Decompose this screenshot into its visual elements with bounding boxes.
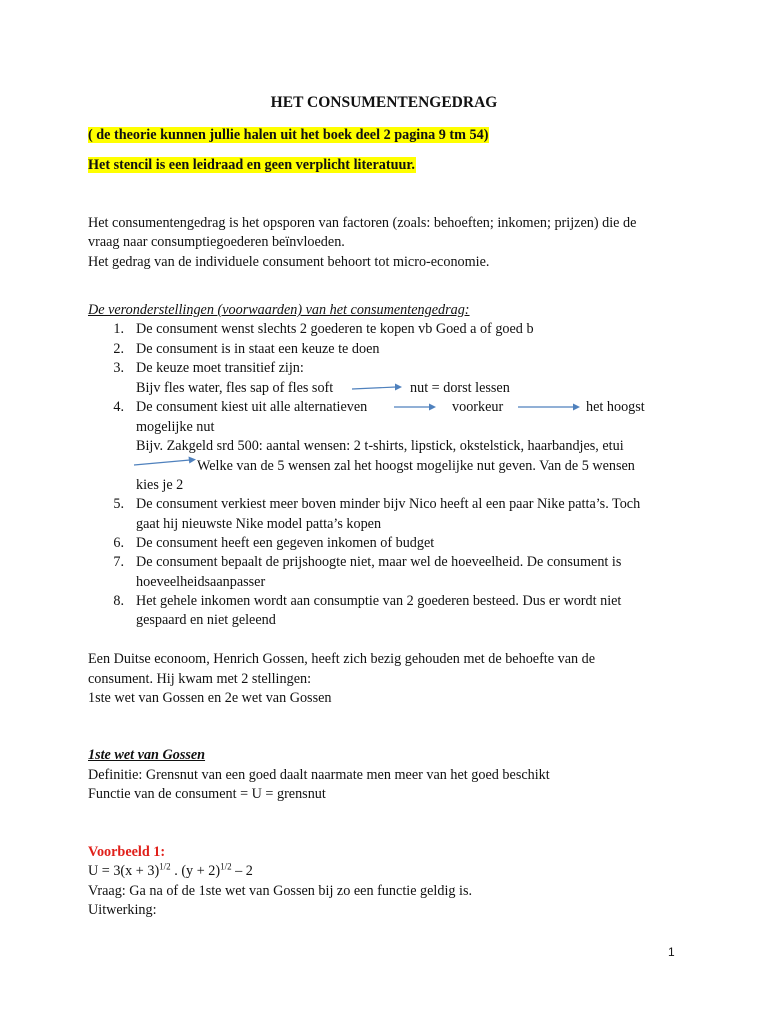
example1-question: Vraag: Ga na of de 1ste wet van Gossen bij zo een functie geldig is. <box>88 883 473 899</box>
list-number: 1. <box>113 321 124 337</box>
arrow-right-icon <box>516 400 582 414</box>
list-item-4-example-2: Welke van de 5 wensen zal het hoogst mogelijke nut geven. Van de 5 wensen <box>197 458 635 474</box>
disclaimer-note <box>88 156 416 176</box>
law1-definition: Definitie: Grensnut van een goed daalt naarmate men meer van het goed beschikt <box>88 767 550 783</box>
formula-part: – 2 <box>231 863 253 879</box>
formula-exponent: 1/2 <box>159 861 171 872</box>
arrow-right-icon <box>350 381 404 395</box>
list-item-4-example: Bijv. Zakgeld srd 500: aantal wensen: 2 t-shirts, lipstick, okstelstick, haarbandjes, etui <box>136 438 624 454</box>
list-item-7-cont: hoeveelheidsaanpasser <box>136 574 266 590</box>
gossen-line-1: Een Duitse econoom, Henrich Gossen, heeft zich bezig gehouden met de behoefte van de <box>88 651 596 667</box>
disclaimer-highlight: Het stencil is een leidraad en geen verplicht literatuur. <box>88 157 415 173</box>
list-item-5: De consument verkiest meer boven minder bijv Nico heeft al een paar Nike patta’s. Toch <box>136 496 641 512</box>
intro-line-2: vraag naar consumptiegoederen beïnvloeden. <box>88 234 345 250</box>
formula-part: . (y + 2) <box>170 863 221 879</box>
formula-exponent: 1/2 <box>220 861 232 872</box>
document-title: HET CONSUMENTENGEDRAG <box>270 94 498 111</box>
list-number: 8. <box>113 593 124 609</box>
list-number: 4. <box>113 399 124 415</box>
list-item-8-cont: gespaard en niet geleend <box>136 612 276 628</box>
list-number: 2. <box>113 341 124 357</box>
list-number: 6. <box>113 535 124 551</box>
list-item-4-example-3: kies je 2 <box>136 477 184 493</box>
list-item-2: De consument is in staat een keuze te doen <box>136 341 380 357</box>
list-item-4-highest: het hoogst <box>586 399 645 415</box>
gossen-line-3: 1ste wet van Gossen en 2e wet van Gossen <box>88 690 332 706</box>
gossen-line-2: consument. Hij kwam met 2 stellingen: <box>88 671 312 687</box>
example1-answer-label: Uitwerking: <box>88 902 157 918</box>
list-item-5-cont: gaat hij nieuwste Nike model patta’s kopen <box>136 516 382 532</box>
list-item-8: Het gehele inkomen wordt aan consumptie van 2 goederen besteed. Dus er wordt niet <box>136 593 622 609</box>
list-number: 3. <box>113 360 124 376</box>
intro-line-3: Het gedrag van de individuele consument behoort tot micro-economie. <box>88 254 490 270</box>
list-item-3-result: nut = dorst lessen <box>410 380 510 396</box>
list-item-3: De keuze moet transitief zijn: <box>136 360 304 376</box>
arrow-right-icon <box>132 455 198 469</box>
list-item-4-cont: mogelijke nut <box>136 419 215 435</box>
assumptions-heading: De veronderstellingen (voorwaarden) van het consumentengedrag: <box>88 302 470 318</box>
intro-line-1: Het consumentengedrag is het opsporen van factoren (zoals: behoeften; inkomen; prijzen) die de <box>88 215 637 231</box>
list-number: 7. <box>113 554 124 570</box>
list-item-4: De consument kiest uit alle alternatieven <box>136 399 368 415</box>
example1-formula <box>88 862 253 882</box>
list-item-6: De consument heeft een gegeven inkomen of budget <box>136 535 435 551</box>
list-number: 5. <box>113 496 124 512</box>
example1-heading: Voorbeeld 1: <box>88 844 166 860</box>
arrow-right-icon <box>392 400 438 414</box>
law1-function: Functie van de consument = U = grensnut <box>88 786 326 802</box>
list-item-4-preference: voorkeur <box>452 399 504 415</box>
formula-part: U = 3(x + 3) <box>88 863 160 879</box>
source-note-highlight: ( de theorie kunnen jullie halen uit het boek deel 2 pagina 9 tm 54) <box>88 127 489 143</box>
list-item-7: De consument bepaalt de prijshoogte niet, maar wel de hoeveelheid. De consument is <box>136 554 622 570</box>
page-number: 1 <box>668 945 675 959</box>
list-item-1: De consument wenst slechts 2 goederen te kopen vb Goed a of goed b <box>136 321 534 337</box>
list-item-3-example: Bijv fles water, fles sap of fles soft <box>136 380 334 396</box>
law1-heading: 1ste wet van Gossen <box>88 747 206 763</box>
source-note <box>88 126 489 146</box>
